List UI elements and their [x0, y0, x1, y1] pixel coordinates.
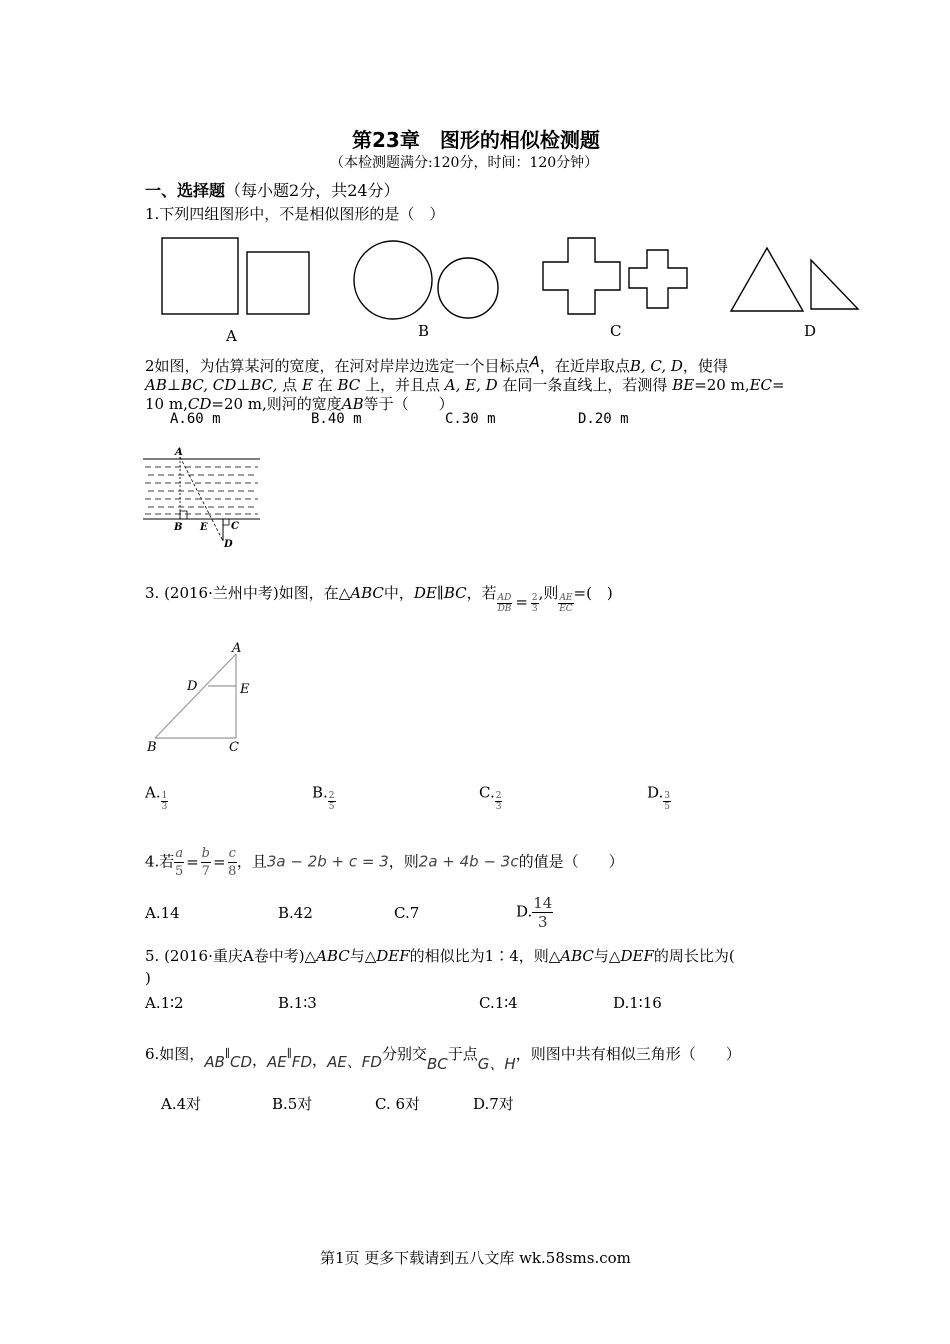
- q6-option-d: D.7对: [473, 1095, 514, 1113]
- q6-text: ，则图中共有相似三角形（ ）: [515, 1045, 741, 1063]
- q3-option-b: [312, 783, 336, 812]
- q3-seg: BC: [443, 584, 467, 602]
- question-5-line-2: ): [145, 969, 151, 987]
- q6-text: 分别交: [381, 1045, 427, 1063]
- figure-a-large-square: [162, 238, 238, 314]
- question-2-river-figure: [140, 445, 265, 555]
- prefix: D.: [647, 783, 664, 802]
- q2-text: =20 m,: [694, 376, 750, 394]
- q4-text: 的值是（ ）: [518, 852, 624, 871]
- right-angle-b: [180, 511, 187, 519]
- figure-c-large-cross: [543, 238, 620, 314]
- q3-parallel: ∥: [436, 584, 444, 602]
- q6-text: 6.如图，: [145, 1045, 205, 1063]
- section-title: 一、选择题: [145, 181, 226, 200]
- q2-text: 在同一条直线上，若测得: [497, 376, 673, 394]
- fraction: [663, 791, 671, 812]
- page-title: 第23章 图形的相似检测题: [352, 128, 600, 152]
- figure-c-small-cross: [629, 250, 687, 308]
- q2-option-d: D.20 m: [578, 411, 629, 427]
- q2-seg: BC: [337, 376, 361, 394]
- q2-seg: AB: [145, 376, 167, 394]
- prefix: C.: [479, 783, 495, 802]
- figure-label-d: D: [804, 322, 817, 340]
- q2-text: 10 m,: [145, 395, 188, 413]
- q5-text: 与△: [593, 947, 621, 965]
- question-2-line-2: [145, 374, 785, 395]
- q5-option-b: B.1∶3: [278, 994, 317, 1012]
- q2-text: ，使得: [682, 357, 728, 375]
- q2-points: A, E, D: [444, 376, 498, 394]
- num: AE: [559, 592, 573, 603]
- q6-seg: AE: [267, 1053, 287, 1071]
- q3-text: ,则: [538, 584, 559, 602]
- question-4-stem: [145, 845, 624, 880]
- q6-text: 于点: [447, 1045, 478, 1063]
- q2-perp: ⊥: [166, 376, 181, 394]
- q5-option-d: D.1∶16: [613, 994, 662, 1012]
- q6-text: ，: [252, 1051, 268, 1069]
- figure-label-a: A: [226, 327, 237, 345]
- den: 3: [531, 603, 538, 614]
- q4-option-c: C.7: [394, 904, 420, 922]
- num: 2: [328, 791, 335, 801]
- q2-points: B, C, D: [629, 357, 683, 375]
- fraction: [328, 791, 336, 812]
- water-dashes: [145, 467, 258, 514]
- q4-frac-b7: [201, 845, 211, 880]
- fig-label-b: B: [147, 740, 157, 755]
- q2-text: 在: [312, 376, 338, 394]
- q5-triangle: ABC: [316, 947, 350, 965]
- q2-seg: BC, CD: [180, 376, 237, 394]
- den: 5: [328, 802, 335, 812]
- prefix: A.: [145, 783, 161, 802]
- q3-text: 3. (2016·兰州中考)如图，在△: [145, 584, 351, 602]
- q6-parallel: ∥: [224, 1047, 230, 1060]
- q4-text: ，且: [236, 852, 267, 871]
- fraction: [161, 791, 169, 812]
- num: AD: [497, 592, 512, 603]
- fig-label-e: E: [240, 682, 250, 697]
- fig-label-a: A: [232, 641, 242, 656]
- q6-parallel: ∥: [286, 1047, 292, 1060]
- side-ab: [155, 654, 236, 738]
- den: 5: [664, 802, 670, 812]
- question-2-line-1: [145, 355, 728, 376]
- q6-option-a: A.4对: [161, 1095, 202, 1113]
- q2-text: 上，并且点: [360, 376, 445, 394]
- num: 2: [531, 592, 538, 603]
- question-3-triangle-figure: [140, 635, 270, 760]
- q5-option-c: C.1∶4: [479, 994, 518, 1012]
- q3-frac-ad-db: [497, 593, 513, 614]
- q5-text: 与△: [349, 947, 377, 965]
- q5-triangle: DEF: [376, 947, 410, 965]
- num: a: [175, 846, 184, 861]
- fig-label-c: C: [229, 740, 239, 755]
- figure-label-c: C: [610, 322, 622, 340]
- den: 3: [538, 913, 548, 931]
- fig-label-a: A: [175, 447, 183, 458]
- figure-d-right-triangle: [811, 260, 858, 309]
- q3-triangle: ABC: [350, 584, 384, 602]
- question-5-line-1: [145, 945, 735, 966]
- question-1-stem: 1.下列四组图形中，不是相似图形的是（ ）: [145, 205, 445, 223]
- fig-label-d: D: [187, 679, 198, 694]
- figure-d-large-triangle: [731, 248, 803, 311]
- figure-b-small-circle: [438, 258, 498, 318]
- q3-frac-ae-ec: [558, 593, 573, 614]
- prefix: B.: [312, 783, 328, 802]
- q3-option-c: [479, 783, 502, 812]
- q4-frac-c8: [228, 845, 237, 880]
- right-angle-c: [223, 519, 229, 525]
- num: c: [228, 846, 236, 861]
- q6-seg: CD: [229, 1053, 252, 1071]
- q4-expression: 2a + 4b − 3c: [418, 852, 519, 871]
- q2-text: =20 m,则河的宽度: [211, 395, 342, 413]
- figure-b-large-circle: [354, 241, 432, 319]
- q4-frac-a5: [174, 845, 184, 880]
- q5-triangle: ABC: [560, 947, 594, 965]
- den: 3: [161, 802, 168, 812]
- section-heading: [145, 178, 400, 201]
- den: 8: [228, 864, 237, 879]
- num: b: [201, 846, 210, 861]
- den: DB: [497, 603, 512, 614]
- page-footer: 第1页 更多下载请到五八文库 wk.58sms.com: [320, 1249, 631, 1267]
- q2-text: 等于（ ）: [363, 395, 454, 413]
- prefix: D.: [516, 902, 533, 921]
- fig-label-d: D: [224, 539, 233, 550]
- q4-option-a: A.14: [145, 904, 180, 922]
- q6-seg: AE、FD: [327, 1053, 382, 1071]
- fig-label-e: E: [200, 522, 208, 533]
- q6-seg: AB: [204, 1053, 225, 1071]
- q5-text: 的相似比为1∶4，则△: [409, 947, 561, 965]
- q2-seg: AB: [341, 395, 364, 413]
- q4-option-d: [516, 894, 553, 931]
- den: 5: [175, 864, 184, 879]
- fraction: [495, 791, 503, 812]
- section-note: （每小题2分，共24分）: [225, 181, 400, 200]
- q2-perp: ⊥: [236, 376, 251, 394]
- q6-seg: FD: [291, 1053, 313, 1071]
- q5-text: 5. (2016·重庆A卷中考)△: [145, 947, 317, 965]
- q2-seg: BE: [672, 376, 695, 394]
- q2-option-a: A.60 m: [170, 411, 221, 427]
- q6-option-b: B.5对: [272, 1095, 313, 1113]
- question-1-figures: [150, 230, 870, 320]
- q4-text: 4.若: [145, 852, 175, 871]
- q4-condition: 3a − 2b + c = 3: [266, 852, 389, 871]
- question-6-stem: [145, 1043, 741, 1073]
- fig-label-c: C: [231, 521, 239, 532]
- q4-eq: =: [212, 852, 226, 871]
- q3-option-d: [647, 783, 671, 812]
- q6-seg: BC: [427, 1055, 448, 1073]
- q3-eq: =: [515, 593, 528, 611]
- q2-text: ，在近岸取点: [539, 357, 630, 375]
- q2-seg: BC,: [250, 376, 278, 394]
- num: 1: [161, 791, 168, 801]
- q2-text: =: [772, 376, 785, 394]
- q2-point-a: A: [529, 353, 540, 371]
- page-subtitle: （本检测题满分:120分，时间：120分钟）: [330, 155, 599, 171]
- q5-text: 的周长比为(: [653, 947, 735, 965]
- q5-option-a: A.1∶2: [145, 994, 184, 1012]
- q2-point: E: [301, 376, 313, 394]
- q3-seg: DE: [413, 584, 437, 602]
- q3-text: 中，: [383, 584, 414, 602]
- q2-seg: EC: [749, 376, 773, 394]
- q3-option-a: [145, 783, 168, 812]
- q6-option-c: C. 6对: [375, 1095, 421, 1113]
- q4-option-d-fraction: [532, 894, 553, 931]
- den: 7: [201, 864, 210, 879]
- q5-triangle: DEF: [620, 947, 654, 965]
- q2-seg: CD: [187, 395, 212, 413]
- q6-text: ，: [312, 1051, 328, 1069]
- q2-option-c: C.30 m: [445, 411, 496, 427]
- question-3-stem: [145, 582, 613, 614]
- num: 2: [495, 791, 502, 801]
- num: 3: [664, 791, 670, 801]
- q2-option-b: B.40 m: [311, 411, 362, 427]
- den: EC: [559, 603, 573, 614]
- num: 14: [533, 894, 553, 912]
- figure-a-small-square: [247, 252, 309, 314]
- fig-label-b: B: [174, 522, 183, 533]
- q4-eq: =: [186, 852, 199, 871]
- q4-text: ，则: [388, 852, 419, 871]
- den: 3: [495, 802, 502, 812]
- q3-frac-2-3: [531, 593, 539, 614]
- q2-text: 2如图，为估算某河的宽度，在河对岸岸边选定一个目标点: [145, 357, 530, 375]
- q6-points: G、H: [477, 1055, 516, 1073]
- figure-label-b: B: [418, 322, 430, 340]
- q2-text: 点: [277, 376, 302, 394]
- q3-text: ，若: [466, 584, 497, 602]
- q3-text: =( ): [573, 584, 613, 602]
- q4-option-b: B.42: [278, 904, 313, 922]
